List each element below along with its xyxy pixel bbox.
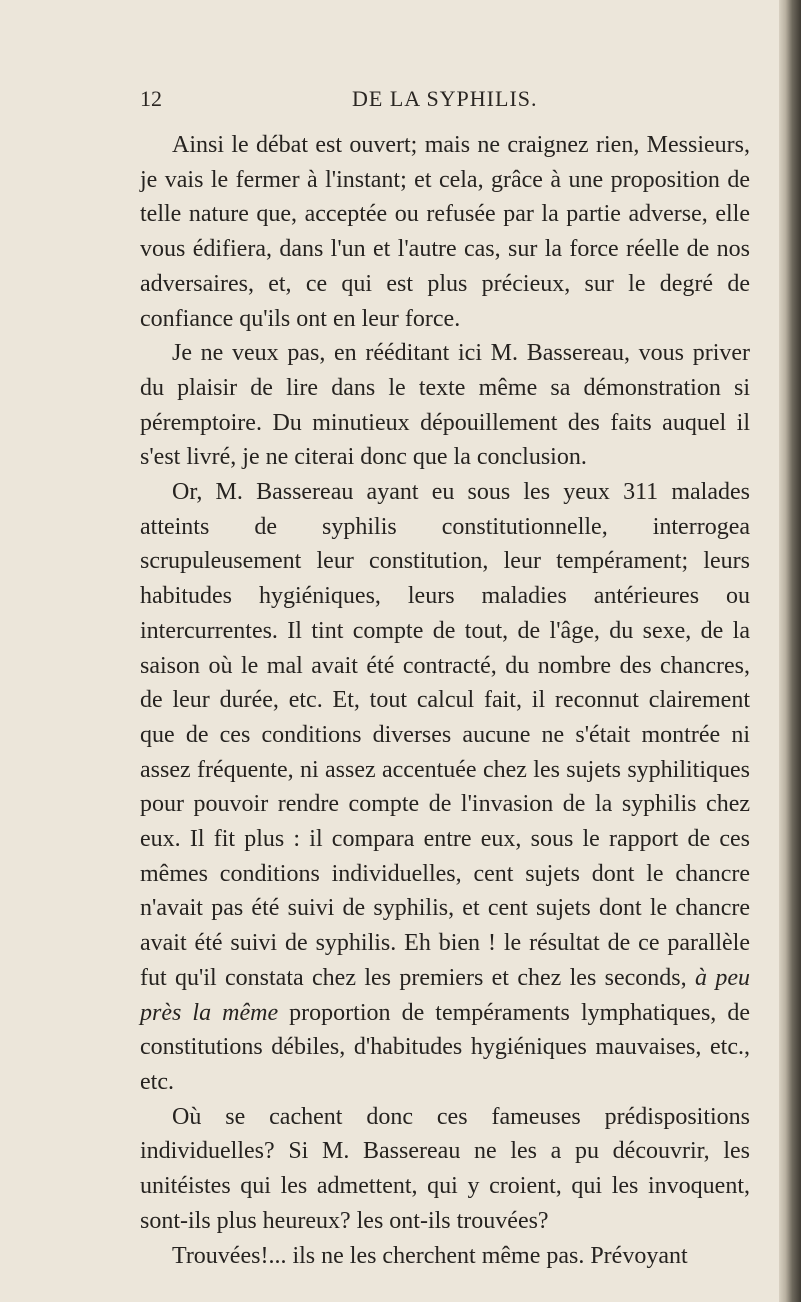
paragraph: Ainsi le débat est ouvert; mais ne craignez rien, Messieurs, je vais le fermer à l'instant; et cela, grâce à une proposition de telle nature que, acceptée ou refusée par la partie adverse, elle vous édifiera, dans l'un et l'autre cas, sur la force réelle de nos adversaires, et, ce qui est plus précieux, sur le degré de confiance qu'ils ont en leur force. bbox=[140, 132, 750, 332]
paragraph-text: Or, M. Bassereau ayant eu sous les yeux 311 malades atteints de syphilis constitutionnelle, interrogea scrupuleusement leur constitution, leur tempérament; leurs habitudes hygiéniques, leurs maladies antérieures ou intercurrentes. Il tint compte de tout, de l'âge, du sexe, de la saison où le mal avait été contracté, du nombre des chancres, de leur durée, etc. Et, tout calcul fait, il reconnut clairement que de ces conditions diverses aucune ne s'était montrée ni assez fréquente, ni assez accentuée chez les sujets syphilitiques pour pouvoir rendre compte de l'invasion de la syphilis chez eux. Il fit plus : il compara entre eux, sous le rapport de ces mêmes conditions individuelles, cent sujets dont le chancre n'avait pas été suivi de syphilis, et cent sujets dont le chancre avait été suivi de syphilis. Eh bien ! le résultat de ce parallèle fut qu'il constata chez les premiers et chez les seconds, bbox=[140, 479, 750, 991]
paragraph bbox=[140, 475, 750, 1100]
page-number: 12 bbox=[140, 86, 162, 111]
body-text bbox=[140, 128, 750, 1273]
emphasized-text: à peu près la même bbox=[140, 964, 750, 1026]
paragraph: Je ne veux pas, en rééditant ici M. Bassereau, vous priver du plaisir de lire dans le texte même sa démonstration si péremptoire. Du minutieux dépouillement des faits auquel il s'est livré, je ne citerai donc que la conclusion. bbox=[140, 340, 750, 471]
running-head: DE LA SYPHILIS. bbox=[352, 86, 538, 111]
page-header bbox=[140, 86, 750, 116]
paragraph: Où se cachent donc ces fameuses prédispositions individuelles? Si M. Bassereau ne les a pu découvrir, les unitéistes qui les admettent, qui y croient, qui les invoquent, sont-ils plus heureux? les ont-ils trouvées? bbox=[140, 1103, 750, 1234]
page-binding-edge bbox=[779, 0, 801, 1302]
paragraph-text: proportion de tempéraments lymphatiques, de constitutions débiles, d'habitudes hygiéniques mauvaises, etc., etc. bbox=[140, 999, 750, 1095]
paragraph: Trouvées!... ils ne les cherchent même pas. Prévoyant bbox=[172, 1242, 688, 1269]
